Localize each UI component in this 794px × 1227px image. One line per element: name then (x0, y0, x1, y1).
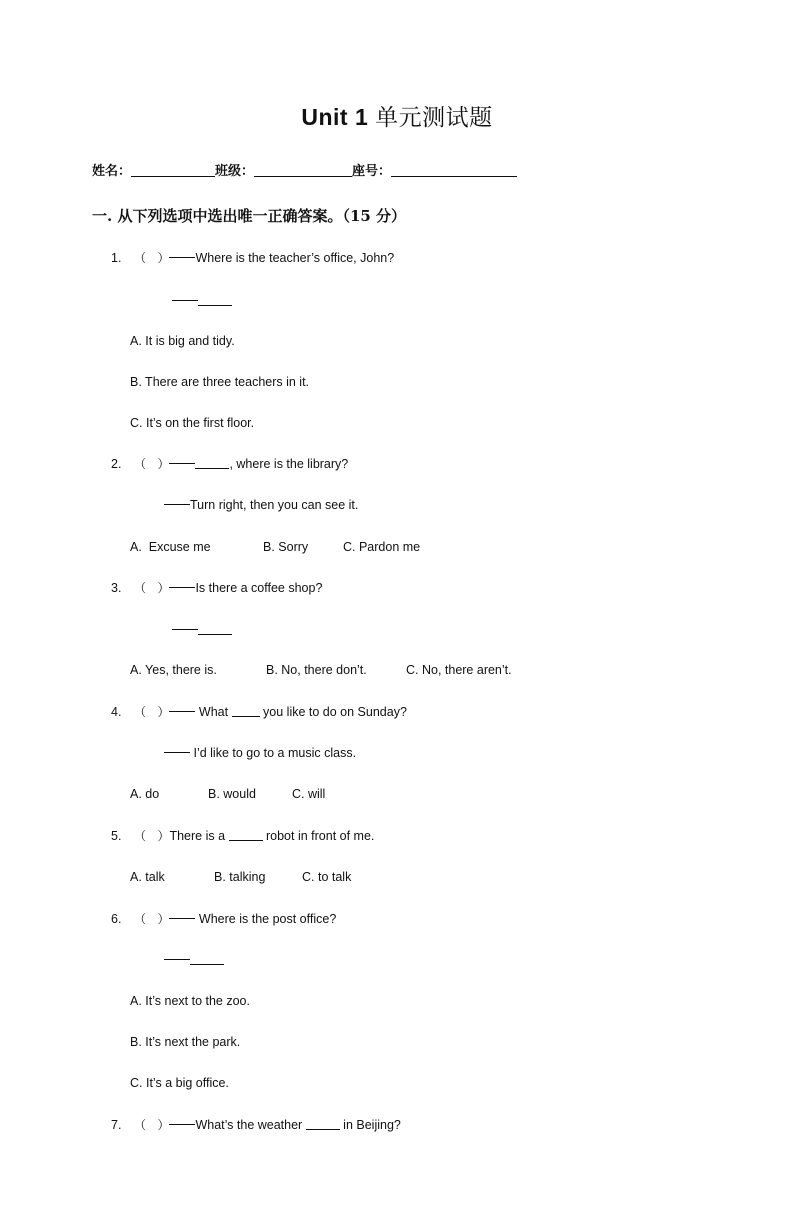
page-title (0, 99, 794, 132)
question-stem: （ ） What’s the weather in Beijing? (134, 1118, 401, 1132)
name-label: 姓名： (92, 164, 132, 179)
question-number: 2. (111, 457, 122, 471)
student-info-row (92, 160, 517, 179)
reply-line: Turn right, then you can see it. (164, 497, 358, 513)
answer-parentheses[interactable]: （ ） (134, 705, 170, 719)
question-stem: （ ） , where is the library? (134, 457, 349, 471)
option: A. It’s next to the zoo. (130, 994, 250, 1008)
question-number: 3. (111, 581, 122, 595)
answer-blank[interactable] (190, 952, 224, 965)
option: C. It’s on the first floor. (130, 416, 255, 430)
question-stem: （ ） Where is the post office? (134, 912, 337, 926)
class-blank[interactable] (254, 163, 352, 177)
answer-parentheses[interactable]: （ ） (134, 457, 170, 471)
question-number: 7. (111, 1118, 122, 1132)
option: A. do (130, 787, 160, 801)
question-stem: （ ） Is there a coffee shop? (134, 581, 323, 595)
answer-blank[interactable] (198, 293, 232, 306)
answer-parentheses[interactable]: （ ） (134, 251, 170, 265)
answer-blank[interactable] (195, 456, 229, 469)
option: C. to talk (302, 870, 352, 884)
answer-parentheses[interactable]: （ ） (134, 829, 170, 843)
question-number: 6. (111, 912, 122, 926)
question-number: 1. (111, 251, 122, 265)
question-number: 4. (111, 705, 122, 719)
answer-line (172, 293, 232, 309)
name-blank[interactable] (131, 163, 215, 177)
question-stem: （ ） What you like to do on Sunday? (134, 705, 407, 719)
option: C. Pardon me (343, 540, 421, 554)
section-heading: 一. 从下列选项中选出唯一正确答案。（15 分） (92, 207, 407, 225)
option: A. It is big and tidy. (130, 334, 235, 348)
question-number: 5. (111, 829, 122, 843)
option: B. would (208, 787, 256, 801)
option: B. No, there don’t. (266, 663, 367, 677)
answer-blank[interactable] (232, 704, 260, 717)
answer-parentheses[interactable]: （ ） (134, 581, 170, 595)
option: A. talk (130, 870, 165, 884)
title-unit: Unit 1 (301, 104, 369, 130)
question-stem: （ ） Where is the teacher’s office, John? (134, 251, 395, 265)
question-stem: （ ）There is a robot in front of me. (134, 829, 375, 843)
option: B. Sorry (263, 540, 309, 554)
class-label: 班级： (215, 164, 255, 179)
title-chinese: 单元测试题 (375, 105, 493, 131)
option: A. Yes, there is. (130, 663, 217, 677)
seat-blank[interactable] (391, 163, 517, 177)
option: B. talking (214, 870, 266, 884)
option: C. It’s a big office. (130, 1076, 229, 1090)
option: B. There are three teachers in it. (130, 375, 310, 389)
seat-label: 座号： (352, 164, 392, 179)
reply-line: I’d like to go to a music class. (164, 745, 356, 761)
option: C. No, there aren’t. (406, 663, 512, 677)
option: B. It’s next the park. (130, 1035, 241, 1049)
option: A. Excuse me (130, 540, 211, 554)
answer-line (164, 952, 224, 968)
answer-blank[interactable] (229, 828, 263, 841)
answer-parentheses[interactable]: （ ） (134, 912, 170, 926)
answer-parentheses[interactable]: （ ） (134, 1118, 170, 1132)
option: C. will (292, 787, 326, 801)
answer-blank[interactable] (198, 622, 232, 635)
answer-line (172, 622, 232, 638)
answer-blank[interactable] (306, 1117, 340, 1130)
